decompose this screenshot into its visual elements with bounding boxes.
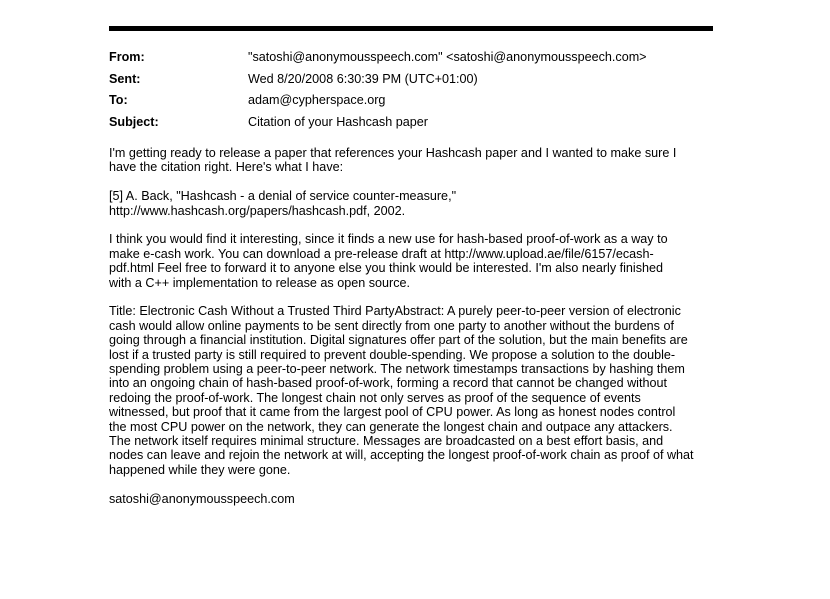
body-line: lost if a trusted party is still required to prevent double-spending. We propose a solution to the double- xyxy=(109,347,676,362)
body-line: I'm getting ready to release a paper that references your Hashcash paper and I wanted to make sure I xyxy=(109,146,677,160)
header-row-from xyxy=(109,50,719,72)
top-divider xyxy=(109,26,713,31)
email-body xyxy=(109,146,717,520)
body-line: into an ongoing chain of hash-based proof-of-work, forming a record that cannot be changed without xyxy=(109,376,667,391)
header-row-subject xyxy=(109,115,719,137)
body-line: I think you would find it interesting, since it finds a new use for hash-based proof-of-work as a way to xyxy=(109,232,668,247)
paragraph-signature xyxy=(109,492,717,506)
body-line: going through a financial institution. Digital signatures offer part of the solution, but the main benefits are xyxy=(109,333,688,348)
from-value: "satoshi@anonymousspeech.com" <satoshi@anonymousspeech.com> xyxy=(248,50,647,64)
body-line: happened while they were gone. xyxy=(109,462,291,477)
body-line: with a C++ implementation to release as open source. xyxy=(109,275,411,290)
body-line: http://www.hashcash.org/papers/hashcash.pdf, 2002. xyxy=(109,203,406,218)
from-label: From: xyxy=(109,50,145,64)
email-headers xyxy=(109,50,719,136)
body-line: witnessed, but proof that it came from the largest pool of CPU power. As long as honest nodes control xyxy=(109,405,676,420)
body-line: nodes can leave and rejoin the network at will, accepting the longest proof-of-work chain as proof of what xyxy=(109,448,694,463)
subject-value: Citation of your Hashcash paper xyxy=(248,114,428,129)
to-value: adam@cypherspace.org xyxy=(248,93,386,107)
body-line: Title: Electronic Cash Without a Trusted Third PartyAbstract: A purely peer-to-peer version of electronic xyxy=(109,304,681,319)
body-line: spending problem using a peer-to-peer network. The network timestamps transactions by hashing them xyxy=(109,362,685,377)
body-line: the most CPU power on the network, they can generate the longest chain and outpace any attackers. xyxy=(109,419,673,434)
paragraph-intro xyxy=(109,146,717,175)
sent-value: Wed 8/20/2008 6:30:39 PM (UTC+01:00) xyxy=(248,71,478,86)
subject-label: Subject: xyxy=(109,114,159,129)
body-line: The network itself requires minimal structure. Messages are broadcasted on a best effort basis, and xyxy=(109,434,664,449)
to-label: To: xyxy=(109,93,128,107)
sent-label: Sent: xyxy=(109,71,141,86)
signature-email: satoshi@anonymousspeech.com xyxy=(109,491,295,506)
paragraph-abstract xyxy=(109,304,717,477)
paragraph-citation xyxy=(109,189,717,218)
body-line: [5] A. Back, "Hashcash - a denial of service counter-measure," xyxy=(109,189,457,204)
body-line: cash would allow online payments to be sent directly from one party to another without the burdens of xyxy=(109,318,674,333)
body-line: pdf.html Feel free to forward it to anyone else you think would be interested. I'm also nearly finished xyxy=(109,261,664,276)
paragraph-download xyxy=(109,232,717,290)
body-line: redoing the proof-of-work. The longest chain not only serves as proof of the sequence of events xyxy=(109,390,641,405)
body-line: make e-cash work. You can download a pre-release draft at http://www.upload.ae/file/6157/ecash- xyxy=(109,246,654,261)
body-line: have the citation right. Here's what I have: xyxy=(109,160,344,175)
header-row-to xyxy=(109,93,719,115)
header-row-sent xyxy=(109,72,719,94)
